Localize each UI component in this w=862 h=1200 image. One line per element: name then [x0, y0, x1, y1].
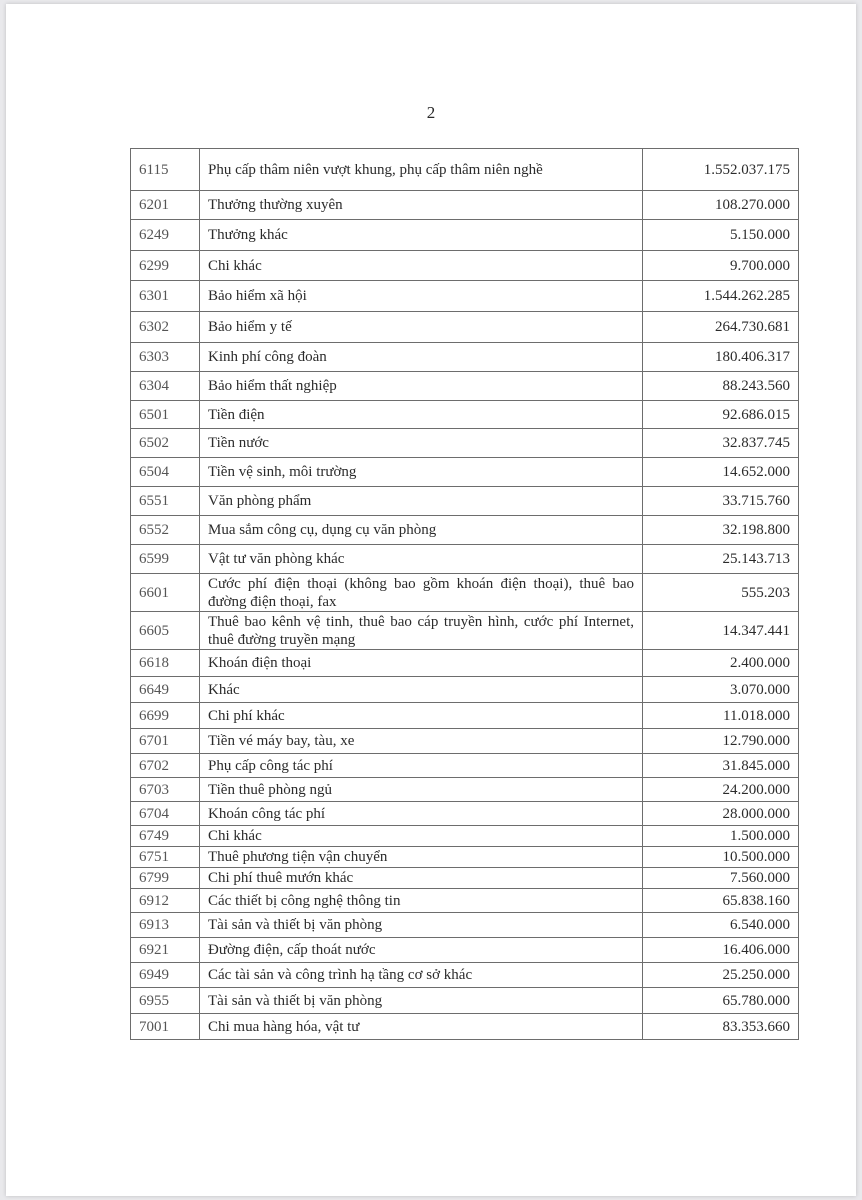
row-code: 6618	[131, 650, 200, 677]
row-code: 6949	[131, 963, 200, 988]
row-description: Khoán điện thoại	[200, 650, 643, 677]
row-amount: 6.540.000	[643, 913, 799, 938]
row-amount: 10.500.000	[643, 847, 799, 868]
row-amount: 264.730.681	[643, 312, 799, 343]
table-row	[131, 191, 799, 220]
row-description: Chi khác	[200, 251, 643, 281]
row-amount: 3.070.000	[643, 677, 799, 703]
row-description: Thưởng thường xuyên	[200, 191, 643, 220]
row-description: Khoán công tác phí	[200, 802, 643, 826]
table-row	[131, 220, 799, 251]
row-code: 6502	[131, 429, 200, 458]
row-description: Thưởng khác	[200, 220, 643, 251]
table-row	[131, 545, 799, 574]
table-row	[131, 826, 799, 847]
row-code: 6751	[131, 847, 200, 868]
row-code: 6115	[131, 149, 200, 191]
row-code: 6304	[131, 372, 200, 401]
row-description: Chi khác	[200, 826, 643, 847]
row-code: 6921	[131, 938, 200, 963]
row-description: Tiền điện	[200, 401, 643, 429]
table-row	[131, 754, 799, 778]
row-description: Tiền vệ sinh, môi trường	[200, 458, 643, 487]
row-description: Phụ cấp thâm niên vượt khung, phụ cấp thâm niên nghề	[200, 149, 643, 191]
row-amount: 14.347.441	[643, 612, 799, 650]
row-description: Chi phí thuê mướn khác	[200, 868, 643, 889]
row-amount: 31.845.000	[643, 754, 799, 778]
row-code: 6552	[131, 516, 200, 545]
row-amount: 555.203	[643, 574, 799, 612]
row-amount: 2.400.000	[643, 650, 799, 677]
row-code: 6649	[131, 677, 200, 703]
row-amount: 1.544.262.285	[643, 281, 799, 312]
row-code: 6749	[131, 826, 200, 847]
table-row	[131, 913, 799, 938]
row-code: 6701	[131, 729, 200, 754]
row-amount: 108.270.000	[643, 191, 799, 220]
row-code: 6504	[131, 458, 200, 487]
row-description: Thuê bao kênh vệ tinh, thuê bao cáp truyền hình, cước phí Internet, thuê đường truyền mạng	[200, 612, 643, 650]
table-row	[131, 516, 799, 545]
row-amount: 1.500.000	[643, 826, 799, 847]
row-code: 6249	[131, 220, 200, 251]
row-description: Phụ cấp công tác phí	[200, 754, 643, 778]
row-code: 6702	[131, 754, 200, 778]
row-description: Kinh phí công đoàn	[200, 343, 643, 372]
budget-table-body	[131, 149, 799, 1040]
table-row	[131, 802, 799, 826]
table-row	[131, 778, 799, 802]
row-amount: 14.652.000	[643, 458, 799, 487]
row-amount: 24.200.000	[643, 778, 799, 802]
row-description: Bảo hiểm y tế	[200, 312, 643, 343]
table-row	[131, 1014, 799, 1040]
row-code: 6551	[131, 487, 200, 516]
row-amount: 16.406.000	[643, 938, 799, 963]
page-number: 2	[426, 103, 436, 122]
row-description: Văn phòng phẩm	[200, 487, 643, 516]
row-amount: 1.552.037.175	[643, 149, 799, 191]
table-row	[131, 458, 799, 487]
row-code: 6703	[131, 778, 200, 802]
row-amount: 83.353.660	[643, 1014, 799, 1040]
row-description: Chi phí khác	[200, 703, 643, 729]
table-row	[131, 487, 799, 516]
row-code: 6501	[131, 401, 200, 429]
row-code: 6699	[131, 703, 200, 729]
row-code: 6605	[131, 612, 200, 650]
row-amount: 11.018.000	[643, 703, 799, 729]
row-description: Vật tư văn phòng khác	[200, 545, 643, 574]
table-row	[131, 612, 799, 650]
row-description: Tài sản và thiết bị văn phòng	[200, 988, 643, 1014]
row-amount: 25.143.713	[643, 545, 799, 574]
row-description: Đường điện, cấp thoát nước	[200, 938, 643, 963]
table-row	[131, 429, 799, 458]
row-amount: 12.790.000	[643, 729, 799, 754]
row-amount: 32.837.745	[643, 429, 799, 458]
row-code: 6599	[131, 545, 200, 574]
row-code: 6201	[131, 191, 200, 220]
row-amount: 25.250.000	[643, 963, 799, 988]
row-code: 6302	[131, 312, 200, 343]
row-description: Các tài sản và công trình hạ tầng cơ sở khác	[200, 963, 643, 988]
row-description: Tiền nước	[200, 429, 643, 458]
row-code: 6301	[131, 281, 200, 312]
table-row	[131, 963, 799, 988]
row-description: Khác	[200, 677, 643, 703]
row-description: Thuê phương tiện vận chuyển	[200, 847, 643, 868]
row-description: Bảo hiểm xã hội	[200, 281, 643, 312]
table-row	[131, 149, 799, 191]
row-description: Tiền vé máy bay, tàu, xe	[200, 729, 643, 754]
row-code: 7001	[131, 1014, 200, 1040]
row-description: Mua sắm công cụ, dụng cụ văn phòng	[200, 516, 643, 545]
table-row	[131, 574, 799, 612]
table-row	[131, 312, 799, 343]
table-row	[131, 677, 799, 703]
table-row	[131, 938, 799, 963]
row-amount: 28.000.000	[643, 802, 799, 826]
table-row	[131, 729, 799, 754]
table-row	[131, 889, 799, 913]
row-code: 6912	[131, 889, 200, 913]
table-row	[131, 650, 799, 677]
row-description: Tiền thuê phòng ngủ	[200, 778, 643, 802]
row-amount: 9.700.000	[643, 251, 799, 281]
table-row	[131, 281, 799, 312]
row-description: Chi mua hàng hóa, vật tư	[200, 1014, 643, 1040]
table-row	[131, 343, 799, 372]
row-code: 6601	[131, 574, 200, 612]
row-code: 6913	[131, 913, 200, 938]
row-amount: 32.198.800	[643, 516, 799, 545]
row-description: Các thiết bị công nghệ thông tin	[200, 889, 643, 913]
row-code: 6704	[131, 802, 200, 826]
table-row	[131, 703, 799, 729]
table-row	[131, 401, 799, 429]
row-description: Tài sản và thiết bị văn phòng	[200, 913, 643, 938]
row-amount: 33.715.760	[643, 487, 799, 516]
row-amount: 65.780.000	[643, 988, 799, 1014]
row-amount: 65.838.160	[643, 889, 799, 913]
row-amount: 88.243.560	[643, 372, 799, 401]
row-description: Bảo hiểm thất nghiệp	[200, 372, 643, 401]
row-code: 6955	[131, 988, 200, 1014]
row-amount: 7.560.000	[643, 868, 799, 889]
row-amount: 180.406.317	[643, 343, 799, 372]
row-description: Cước phí điện thoại (không bao gồm khoán điện thoại), thuê bao đường điện thoại, fax	[200, 574, 643, 612]
table-row	[131, 868, 799, 889]
table-row	[131, 847, 799, 868]
row-amount: 92.686.015	[643, 401, 799, 429]
row-code: 6303	[131, 343, 200, 372]
table-row	[131, 251, 799, 281]
table-row	[131, 372, 799, 401]
row-code: 6299	[131, 251, 200, 281]
budget-table	[130, 148, 799, 1040]
row-amount: 5.150.000	[643, 220, 799, 251]
table-row	[131, 988, 799, 1014]
row-code: 6799	[131, 868, 200, 889]
